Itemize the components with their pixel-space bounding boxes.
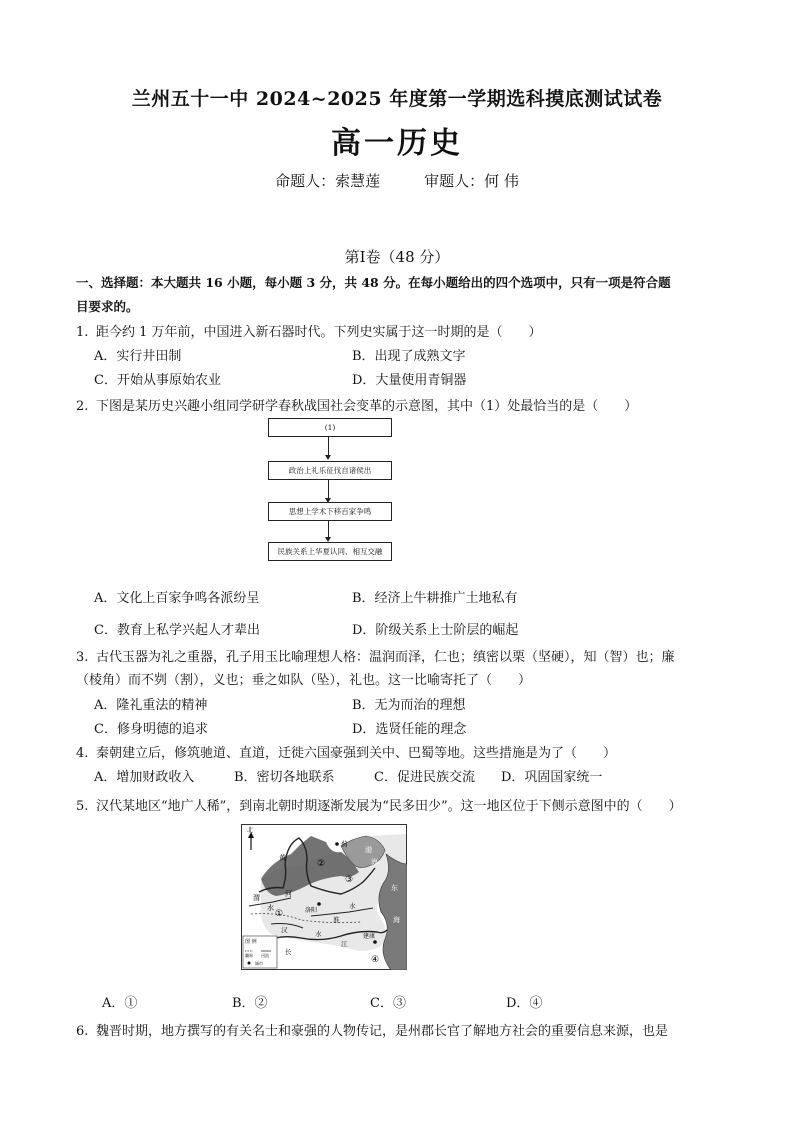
q3-option-b[interactable]: B．无为而治的理想 xyxy=(352,698,466,713)
map-label-chang: 长 xyxy=(285,948,292,956)
reviewer: 审题人：何 伟 xyxy=(424,172,519,190)
map-marker-2: ② xyxy=(317,859,326,869)
flow-arrow-line xyxy=(328,521,329,538)
flow-arrow-line xyxy=(328,480,329,499)
question-2 xyxy=(76,395,637,414)
q1-option-b[interactable]: B．出现了成熟文字 xyxy=(352,349,466,364)
question-3 xyxy=(76,646,675,665)
question-number: 2. xyxy=(76,399,89,414)
q5-option-b[interactable]: B．② xyxy=(232,996,268,1011)
q2-option-d[interactable]: D．阶级关系上士阶层的崛起 xyxy=(352,623,519,638)
question-stem: 距今约 1 万年前，中国进入新石器时代。下列史实属于这一时期的是（ ） xyxy=(96,325,542,340)
legend-title: 图 例 xyxy=(245,939,257,945)
q3-option-d[interactable]: D．选贤任能的理念 xyxy=(352,722,467,737)
map-marker-3: ③ xyxy=(345,875,354,885)
question-6 xyxy=(76,1020,668,1039)
map-label-north: 北 xyxy=(247,827,254,834)
question-stem: 下图是某历史兴趣小组同学研学春秋战国社会变革的示意图，其中（1）处最恰当的是（ ） xyxy=(96,399,638,414)
map-marker-1: ① xyxy=(275,909,284,919)
author: 命题人：索慧莲 xyxy=(275,172,381,190)
map-label-dong-hai: 海 xyxy=(393,916,400,924)
q4-option-d[interactable]: D．巩固国家统一 xyxy=(501,770,603,785)
question-3-continued: （棱角）而不刿（割），义也；垂之如队（坠），礼也。这一比喻寄托了（ ） xyxy=(76,673,532,688)
map-marker-4: ④ xyxy=(371,955,380,965)
city-marker xyxy=(373,940,377,944)
question-stem: 汉代某地区“地广人稀”，到南北朝时期逐渐发展为“民多田少”。这一地区位于下侧示意图中的（ ） xyxy=(96,799,682,814)
map-label-bo-hai: 海 xyxy=(371,858,378,866)
q1-option-d[interactable]: D．大量使用青铜器 xyxy=(352,373,467,388)
q1-option-a[interactable]: A．实行井田制 xyxy=(94,349,182,364)
map-label-jiankang: 建康 xyxy=(363,933,376,940)
exam-title: 兰州五十一中 2024~2025 年度第一学期选科摸底测试试卷 xyxy=(131,88,663,110)
map-label-jiang: 江 xyxy=(341,940,348,948)
author-line xyxy=(0,170,794,191)
question-number: 6. xyxy=(76,1024,89,1039)
map-label-luoyang: 洛阳 xyxy=(305,907,318,914)
map-label-jiang-shui: 水 xyxy=(315,930,322,938)
map-label-dong: 东 xyxy=(391,884,398,892)
section-title: 第Ⅰ卷（48 分） xyxy=(344,248,450,266)
q5-option-a[interactable]: A．① xyxy=(102,996,138,1011)
map-label-he: 河 xyxy=(285,890,292,898)
legend-city: 城市 xyxy=(255,961,263,966)
question-number: 4. xyxy=(76,746,89,761)
question-stem: 魏晋时期，地方撰写的有关名士和豪强的人物传记，是州郡长官了解地方社会的重要信息来源，也是 xyxy=(96,1024,669,1039)
city-marker xyxy=(335,842,339,846)
question-number: 3. xyxy=(76,650,89,665)
q4-option-c[interactable]: C．促进民族交流 xyxy=(374,770,475,785)
map-label-wei-shui: 水 xyxy=(267,904,274,912)
map-label-huai: 淮 xyxy=(333,916,340,924)
flow-box-4: 民族关系上华夏认同、相互交融 xyxy=(268,542,392,561)
question-number: 5. xyxy=(76,799,89,814)
question-5 xyxy=(76,795,682,814)
map-label-wei: 渭 xyxy=(253,894,260,902)
map-label-ji: 蓟 xyxy=(341,840,348,848)
question-4 xyxy=(76,742,616,761)
flow-box-2: 政治上礼乐征伐自诸侯出 xyxy=(268,461,392,480)
flow-box-3: 思想上学术下移百家争鸣 xyxy=(268,502,392,521)
map-label-huang: 黄 xyxy=(279,854,286,862)
city-marker xyxy=(317,902,321,906)
q3-option-c[interactable]: C．修身明德的追求 xyxy=(94,722,208,737)
legend-boundary: 疆界 xyxy=(245,953,253,958)
section-instruction-line2: 目要求的。 xyxy=(76,299,139,314)
q1-option-c[interactable]: C．开始从事原始农业 xyxy=(94,373,221,388)
q5-option-d[interactable]: D．④ xyxy=(506,996,543,1011)
subject-title: 高一历史 xyxy=(331,126,463,161)
question-stem: 古代玉器为礼之重器，孔子用玉比喻理想人格：温润而泽，仁也；缜密以栗（坚硬），知（智）也；廉 xyxy=(96,650,675,665)
q4-option-b[interactable]: B．密切各地联系 xyxy=(234,770,335,785)
q2-option-c[interactable]: C．教育上私学兴起人才辈出 xyxy=(94,623,260,638)
q3-option-a[interactable]: A．隆礼重法的精神 xyxy=(94,698,208,713)
map-label-han: 汉 xyxy=(281,926,288,934)
flow-box-1: (1) xyxy=(268,418,392,437)
legend-city-symbol xyxy=(248,962,251,965)
question-stem: 秦朝建立后，修筑驰道、直道，迁徙六国豪强到关中、巴蜀等地。这些措施是为了（ ） xyxy=(96,746,617,761)
section-instruction-line1: 一、选择题：本大题共 16 小题，每小题 3 分，共 48 分。在每小题给出的四个选项中，只有一项是符合题 xyxy=(76,275,671,290)
map-label-huai-shui: 水 xyxy=(349,902,356,910)
q2-option-b[interactable]: B．经济上牛耕推广土地私有 xyxy=(352,591,518,606)
question-number: 1. xyxy=(76,325,89,340)
history-map xyxy=(241,824,407,970)
q4-option-a[interactable]: A．增加财政收入 xyxy=(94,770,195,785)
flow-arrow-line xyxy=(328,437,329,456)
q2-option-a[interactable]: A．文化上百家争鸣各派纷呈 xyxy=(94,591,260,606)
question-1 xyxy=(76,321,542,340)
flow-arrow-head xyxy=(325,455,331,460)
q5-option-c[interactable]: C．③ xyxy=(370,996,406,1011)
map-label-bo: 渤 xyxy=(365,846,372,854)
legend-river: 河流 xyxy=(261,953,269,958)
